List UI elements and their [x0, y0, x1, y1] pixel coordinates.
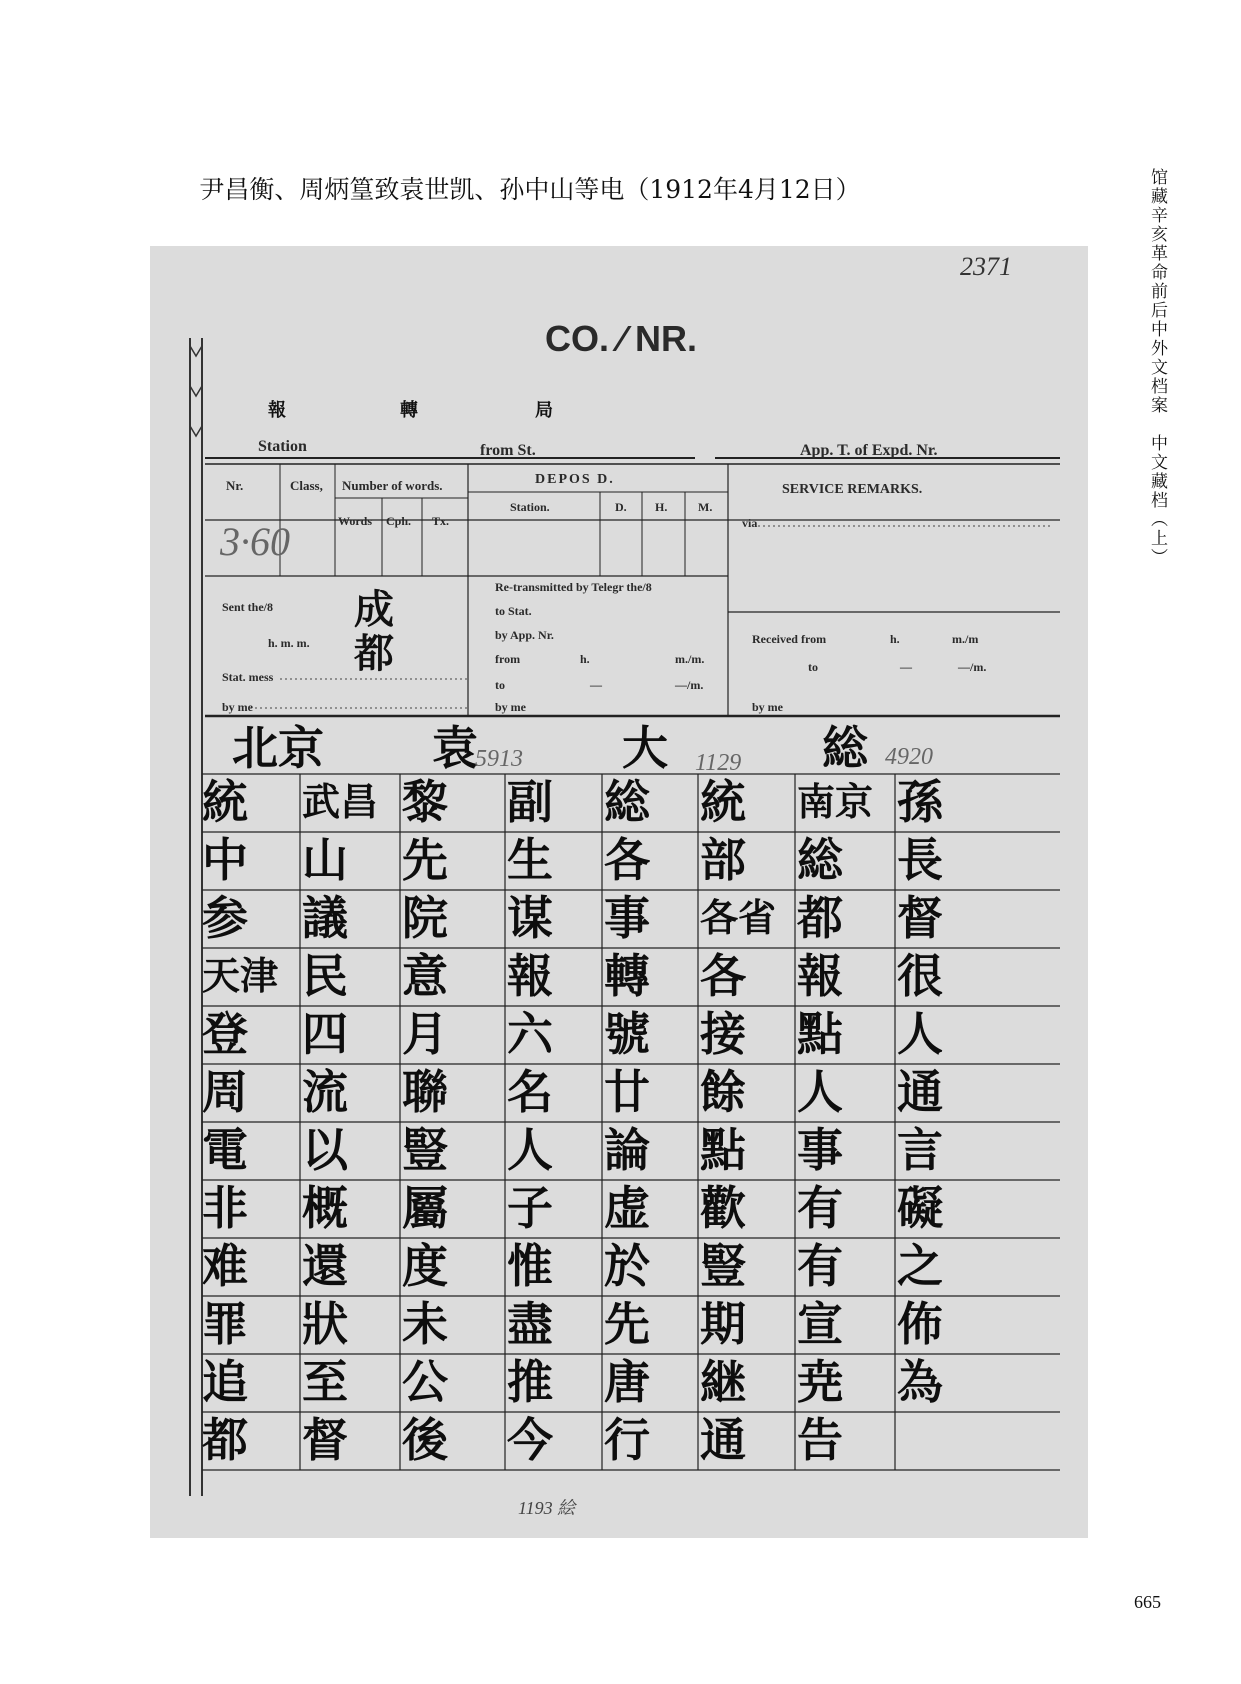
message-cell: 豎 [700, 1239, 746, 1293]
from-mm-label: m./m. [675, 652, 705, 666]
message-cell: 通 [897, 1065, 943, 1119]
message-cell: 唐 [604, 1355, 650, 1409]
message-cell: 礙 [897, 1181, 943, 1235]
message-cell: 督 [897, 891, 943, 945]
message-cell: 子 [507, 1181, 553, 1235]
header-cn-bao: 報 [268, 400, 286, 421]
message-cell: 生 [507, 833, 553, 887]
message-cell: 議 [302, 891, 348, 945]
message-cell: 未 [402, 1297, 448, 1351]
by-app-nr-label: by App. Nr. [495, 628, 554, 642]
footer-annotation: 1193 絵 [518, 1498, 576, 1518]
running-header-vertical: 馆藏辛亥革命前后中外文档案 中文藏档（上） [1147, 168, 1167, 567]
service-remarks-label: SERVICE REMARKS. [782, 482, 923, 497]
h-label: H. [655, 500, 668, 514]
message-cell: 今 [507, 1413, 553, 1467]
message-cell: 廿 [604, 1065, 650, 1119]
via-label: via [742, 516, 758, 530]
retransmitted-label: Re-transmitted by Telegr the/8 [495, 580, 652, 594]
message-cell: 先 [604, 1297, 650, 1351]
message-cell: 很 [897, 949, 943, 1003]
message-cell: 電 [202, 1123, 248, 1177]
message-cell: 行 [604, 1413, 650, 1467]
message-cell: 意 [402, 949, 448, 1003]
message-line [202, 1006, 1082, 1062]
message-cell: 総 [604, 775, 650, 829]
address-beijing: 北京 [232, 721, 324, 775]
by-me-label-2: by me [495, 700, 526, 714]
address-da: 大 [622, 721, 668, 775]
recv-h-label: h. [890, 632, 900, 646]
message-cell: 餘 [700, 1065, 746, 1119]
message-cell: 報 [507, 949, 553, 1003]
number-of-words-label: Number of words. [342, 478, 443, 493]
message-cell: 統 [700, 775, 746, 829]
message-cell: 罪 [202, 1297, 248, 1351]
message-cell: 黎 [402, 775, 448, 829]
recv-dash-label: — [900, 660, 912, 674]
message-cell: 月 [402, 1007, 448, 1061]
message-cell: 人 [507, 1123, 553, 1177]
message-cell: 部 [700, 833, 746, 887]
message-cell: 於 [604, 1239, 650, 1293]
message-cell: 接 [700, 1007, 746, 1061]
page-title: 尹昌衡、周炳篁致袁世凯、孙中山等电（1912年4月12日） [199, 175, 861, 204]
message-cell: 南京 [797, 780, 874, 824]
words-label: Words [338, 514, 373, 528]
header-cn-ju: 局 [535, 400, 553, 421]
from-st-label: from St. [480, 442, 536, 459]
nr-label: Nr. [226, 478, 244, 493]
by-me-label: by me [222, 700, 253, 714]
origin-handwritten: 成都 [354, 587, 394, 677]
message-cell: 各省 [700, 896, 777, 940]
to-dash-label: — [590, 678, 602, 692]
message-cell: 報 [797, 949, 843, 1003]
by-me-label-3: by me [752, 700, 783, 714]
message-cell: 谋 [507, 891, 553, 945]
to-stat-label: to Stat. [495, 604, 532, 618]
message-cell: 督 [302, 1413, 348, 1467]
message-cell: 點 [700, 1123, 746, 1177]
deposited-label: DEPOS D. [535, 472, 615, 487]
recv-m-label: —/m. [958, 660, 987, 674]
stat-mess-label: Stat. mess [222, 670, 274, 684]
station-label: Station [258, 438, 307, 455]
m-label: M. [698, 500, 713, 514]
message-cell: 推 [507, 1355, 553, 1409]
message-cell: 非 [202, 1181, 248, 1235]
message-cell: 言 [897, 1123, 943, 1177]
message-cell: 還 [302, 1239, 348, 1293]
message-cell: 佈 [897, 1297, 943, 1351]
class-label: Class, [290, 478, 323, 493]
recv-to-label: to [808, 660, 818, 674]
message-cell: 武昌 [302, 780, 379, 824]
message-cell: 周 [202, 1065, 248, 1119]
message-cell: 山 [302, 833, 348, 887]
cph-label: Cph. [386, 514, 412, 528]
message-cell: 期 [700, 1297, 746, 1351]
page-number: 665 [1134, 1592, 1161, 1612]
address-zong: 総 [822, 721, 868, 775]
message-cell: 虚 [604, 1181, 650, 1235]
message-cell: 流 [302, 1065, 348, 1119]
d-label: D. [615, 500, 627, 514]
message-cell: 公 [402, 1355, 448, 1409]
message-cell: 副 [507, 775, 553, 829]
message-line [202, 1238, 1082, 1294]
message-cell: 點 [797, 1007, 843, 1061]
message-cell: 院 [402, 891, 448, 945]
message-cell: 豎 [402, 1123, 448, 1177]
message-cell: 至 [302, 1355, 348, 1409]
message-cell: 以 [302, 1123, 348, 1177]
message-cell: 聯 [402, 1065, 448, 1119]
message-line [202, 1122, 1082, 1178]
message-cell: 継 [700, 1355, 746, 1409]
message-line [202, 1064, 1082, 1120]
message-cell: 都 [797, 891, 843, 945]
message-cell: 後 [402, 1413, 448, 1467]
message-line [202, 1354, 1082, 1410]
message-cell: 登 [202, 1007, 248, 1061]
message-cell: 事 [797, 1123, 843, 1177]
message-cell: 民 [302, 949, 348, 1003]
message-cell: 四 [302, 1007, 348, 1061]
nr-handwritten: 3·60 [220, 519, 290, 564]
message-line [202, 890, 1082, 946]
message-line [202, 948, 1082, 1004]
message-cell: 都 [202, 1413, 248, 1467]
message-line [202, 1296, 1082, 1352]
form-heading: CO. ⁄ NR. [545, 318, 698, 359]
from-h-label: h. [580, 652, 590, 666]
message-cell: 各 [700, 949, 746, 1003]
message-cell: 轉 [604, 949, 650, 1003]
message-cell: 歡 [700, 1181, 746, 1235]
serial-number: 2371 [960, 252, 1012, 281]
message-cell: 先 [402, 833, 448, 887]
telegram-scan [150, 246, 1088, 1538]
message-cell: 告 [797, 1413, 843, 1467]
message-line [202, 774, 1082, 830]
dep-station-label: Station. [510, 500, 550, 514]
message-cell: 参 [202, 891, 248, 945]
received-from-label: Received from [752, 632, 827, 646]
from-label: from [495, 652, 521, 666]
message-cell: 名 [507, 1065, 553, 1119]
tx-label: Tx. [432, 514, 450, 528]
message-cell: 中 [202, 833, 248, 887]
recv-mm-label: m./m [952, 632, 979, 646]
to-m-label: —/m. [675, 678, 704, 692]
address-code: 5913 [475, 746, 523, 772]
message-cell: 有 [797, 1181, 843, 1235]
message-cell: 人 [897, 1007, 943, 1061]
message-cell: 惟 [507, 1239, 553, 1293]
message-line [202, 1180, 1082, 1236]
message-cell: 难 [202, 1239, 248, 1293]
ornamental-border [190, 338, 202, 1496]
hm-label: h. m. m. [268, 636, 310, 650]
message-cell: 長 [897, 833, 943, 887]
message-cell: 屬 [402, 1181, 448, 1235]
address-yuan: 袁 [432, 721, 478, 775]
message-cell: 盡 [507, 1297, 553, 1351]
message-cell: 為 [897, 1355, 943, 1409]
message-cell: 尭 [797, 1355, 843, 1409]
message-cell: 孫 [897, 775, 943, 829]
header-cn-zhuan: 轉 [400, 400, 418, 421]
message-cell: 有 [797, 1239, 843, 1293]
message-cell: 號 [604, 1007, 650, 1061]
sent-the-label: Sent the/8 [222, 600, 273, 614]
message-cell: 六 [507, 1007, 553, 1061]
to-label: to [495, 678, 505, 692]
message-cell: 統 [202, 775, 248, 829]
address-code: 4920 [885, 744, 933, 770]
message-cell: 事 [604, 891, 650, 945]
message-cell: 之 [897, 1239, 943, 1293]
message-cell: 宣 [797, 1297, 843, 1351]
app-t-label: App. T. of Expd. Nr. [800, 442, 938, 459]
message-line [202, 1412, 1082, 1468]
message-cell: 人 [797, 1065, 843, 1119]
message-cell: 概 [302, 1181, 348, 1235]
message-cell: 各 [604, 833, 650, 887]
message-cell: 度 [402, 1239, 448, 1293]
message-line [202, 832, 1082, 888]
message-cell: 追 [202, 1355, 248, 1409]
message-cell: 通 [700, 1413, 746, 1467]
message-cell: 論 [604, 1123, 650, 1177]
address-line [202, 720, 1082, 776]
message-cell: 総 [797, 833, 843, 887]
message-cell: 狀 [302, 1297, 348, 1351]
message-cell: 天津 [202, 954, 279, 998]
address-code: 1129 [695, 750, 742, 776]
